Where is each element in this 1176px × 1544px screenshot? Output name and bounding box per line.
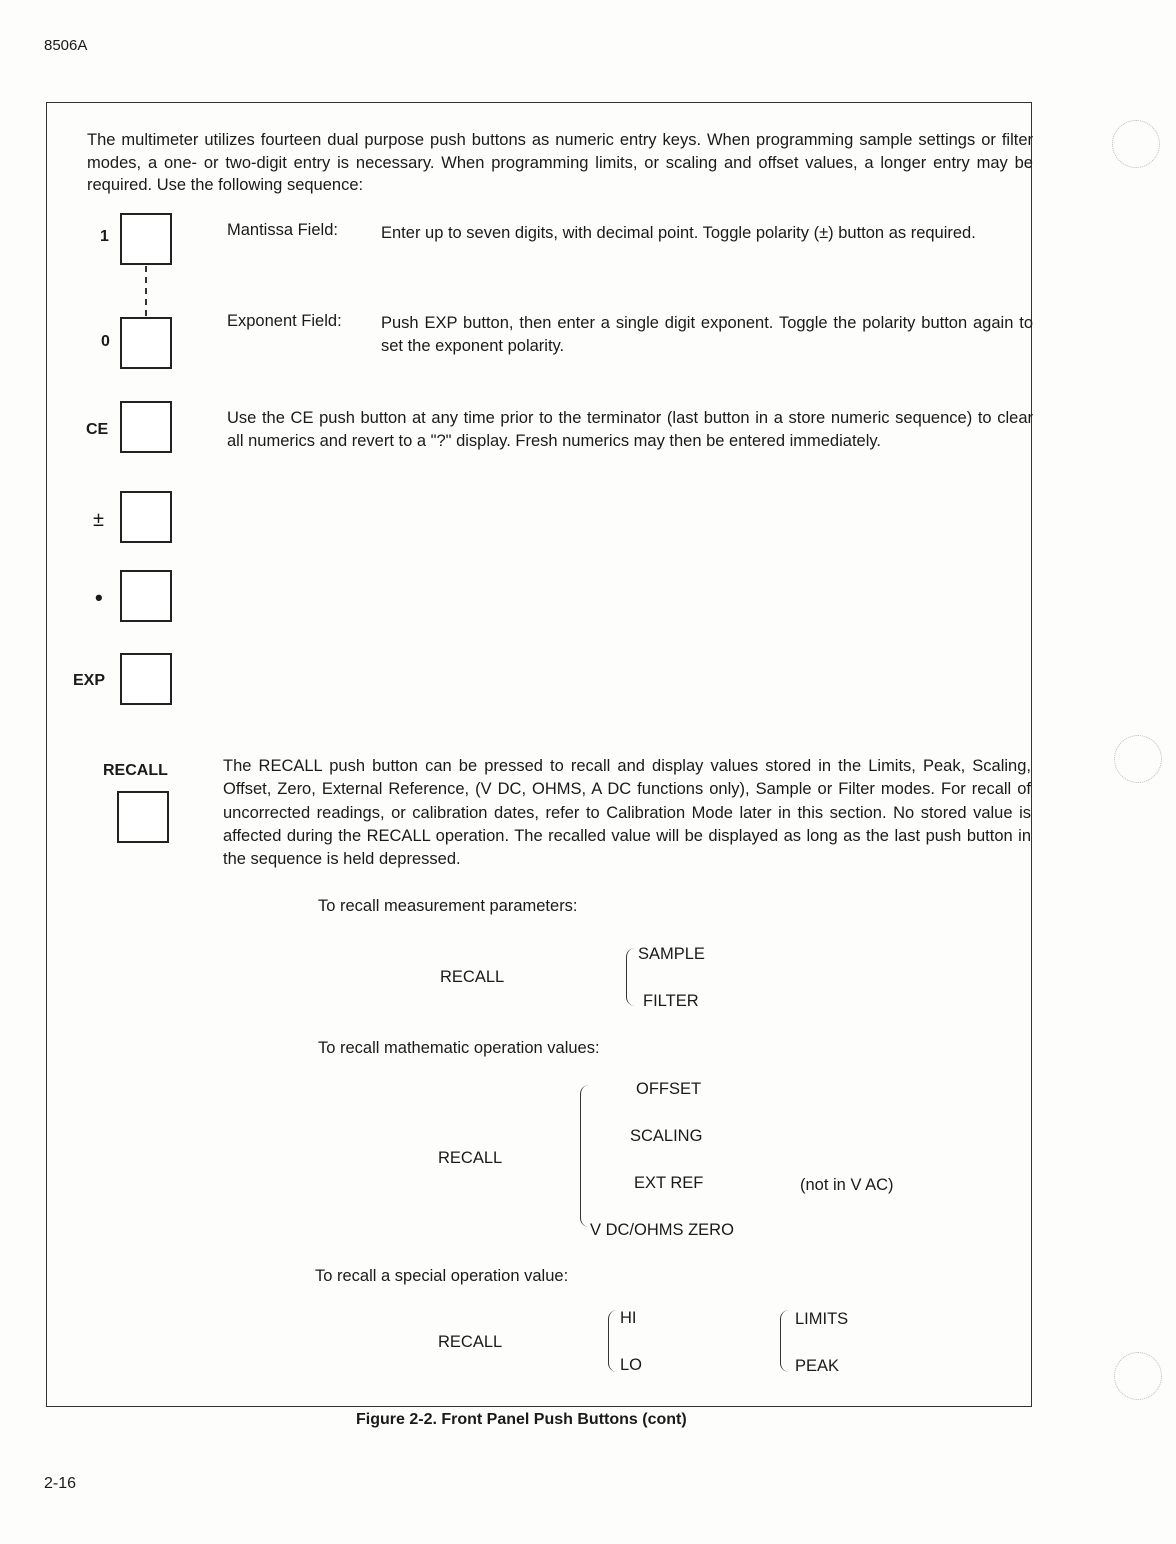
button-label-ce: CE [86,421,109,438]
special-intro: To recall a special operation value: [315,1267,569,1285]
button-label-1: 1 [100,228,109,245]
punch-hole [1114,735,1162,783]
option-sample: SAMPLE [638,945,705,963]
key-recall-icon [117,791,169,843]
button-label-polarity: ± [93,509,104,531]
punch-hole [1114,1352,1162,1400]
dashed-connector [145,266,147,316]
option-offset: OFFSET [636,1080,702,1098]
key-polarity-icon [120,491,172,543]
key-0-icon [120,317,172,369]
figure-caption: Figure 2-2. Front Panel Push Buttons (cont) [356,1411,687,1428]
special-recall: RECALL [438,1333,503,1351]
recall-paragraph: The RECALL push button can be pressed to recall and display values stored in the Limits, Peak, Scaling, Offset, Zero, External Reference, (V DC, OHMS, A DC functions only), Sample or Filter modes. For recall of uncorrected readings, or calibration dates, refer to Calibration Mode later in this section. No stored value is affected during the RECALL operation. The recalled value will be displayed as long as the last push button in the sequence is held depressed. [223,757,1031,869]
page-number: 2-16 [44,1475,77,1492]
button-label-decimal: • [95,585,103,610]
option-vdc-ohms-zero: V DC/OHMS ZERO [590,1221,734,1239]
option-lo: LO [620,1356,643,1374]
intro-paragraph: The multimeter utilizes fourteen dual purpose push buttons as numeric entry keys. When programming sample settings or filter modes, a one- or two-digit entry is necessary. When programming limits, or scaling and offset values, a longer entry may be required. Use the following sequence: [87,131,1033,194]
button-label-0: 0 [101,333,110,350]
brace-icon [780,1310,789,1372]
punch-hole [1112,120,1160,168]
brace-icon [608,1310,617,1372]
ext-ref-note: (not in V AC) [800,1176,894,1194]
key-1-icon [120,213,172,265]
option-ext-ref: EXT REF [634,1174,704,1192]
option-hi: HI [620,1309,637,1327]
button-label-recall: RECALL [103,762,168,779]
option-scaling: SCALING [630,1127,703,1145]
option-filter: FILTER [643,992,699,1010]
mantissa-text: Enter up to seven digits, with decimal point. Toggle polarity (±) button as required. [381,224,976,242]
math-recall: RECALL [438,1149,503,1167]
model-header: 8506A [44,37,88,54]
button-label-exp: EXP [73,672,106,689]
exponent-label: Exponent Field: [227,312,342,330]
brace-icon [626,948,635,1006]
measurement-intro: To recall measurement parameters: [318,897,578,915]
option-peak: PEAK [795,1357,840,1375]
mantissa-label: Mantissa Field: [227,221,338,239]
option-limits: LIMITS [795,1310,849,1328]
key-exp-icon [120,653,172,705]
key-decimal-icon [120,570,172,622]
brace-icon [580,1085,589,1227]
exponent-text: Push EXP button, then enter a single digit exponent. Toggle the polarity button again to set the exponent polarity. [381,314,1033,355]
key-ce-icon [120,401,172,453]
math-intro: To recall mathematic operation values: [318,1039,600,1057]
ce-paragraph: Use the CE push button at any time prior to the terminator (last button in a store numeric sequence) to clear all numerics and revert to a "?" display. Fresh numerics may then be entered immediately. [227,409,1033,450]
measurement-recall: RECALL [440,968,505,986]
